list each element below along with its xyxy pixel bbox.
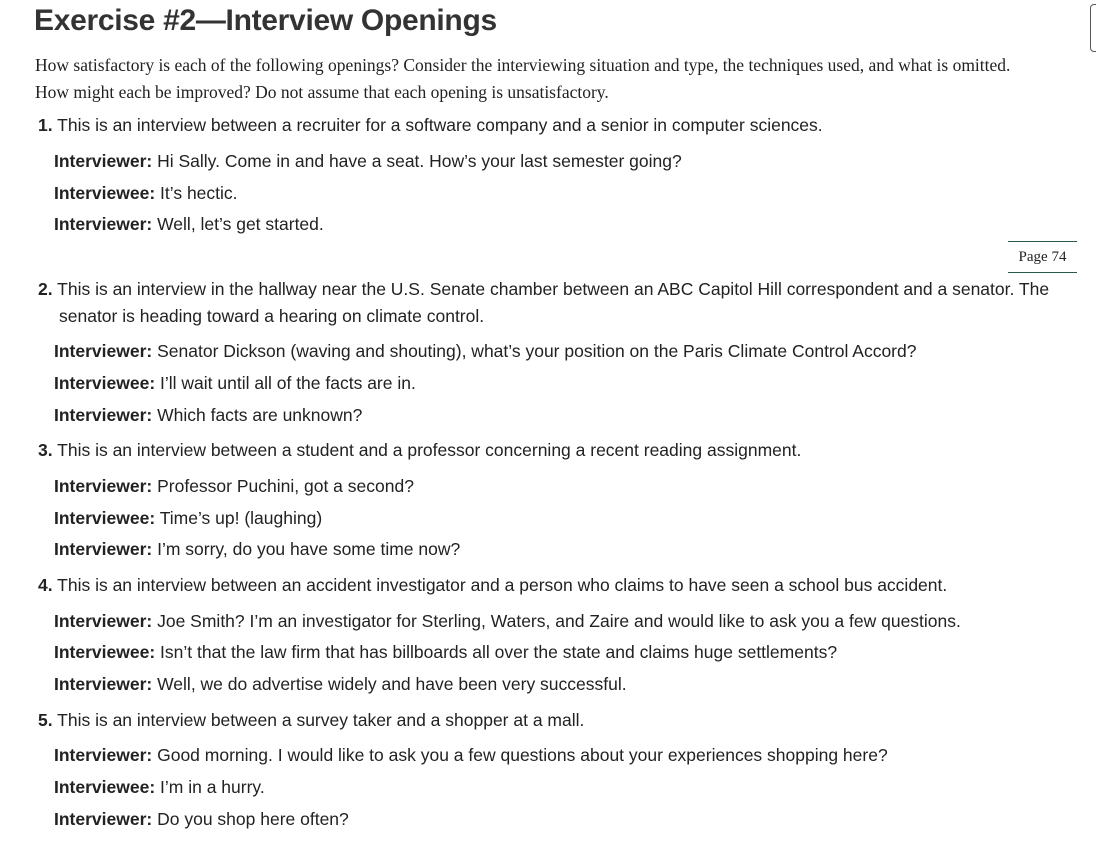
dialogue-line	[54, 371, 416, 395]
intro-paragraph: How satisfactory is each of the following openings? Consider the interviewing situation and type, the techniques used, and what is omitted. How might each be improved? Do not assume that each opening is unsatisfactory.	[35, 55, 1011, 102]
question-text: This is an interview between a survey taker and a shopper at a mall.	[57, 710, 585, 730]
dialogue-line	[54, 403, 362, 427]
side-panel-edge	[1090, 4, 1096, 52]
speaker-label: Interviewee:	[54, 642, 156, 662]
speaker-label: Interviewee:	[54, 777, 156, 797]
dialogue-line	[54, 609, 961, 633]
speaker-label: Interviewer:	[54, 476, 153, 496]
dialogue-line	[54, 775, 265, 799]
speaker-label: Interviewee:	[54, 508, 156, 528]
question-number: 4.	[38, 575, 53, 595]
dialogue-line	[54, 807, 349, 831]
dialogue-text: Senator Dickson (waving and shouting), what’s your position on the Paris Climate Control Accord?	[157, 341, 917, 361]
speaker-label: Interviewer:	[54, 611, 153, 631]
speaker-label: Interviewer:	[54, 405, 153, 425]
question-text: This is an interview in the hallway near the U.S. Senate chamber between an ABC Capitol Hill correspondent and a senator. The senator is heading toward a hearing on climate control.	[57, 279, 1050, 326]
question-text: This is an interview between a student and a professor concerning a recent reading assignment.	[57, 440, 802, 460]
dialogue-line	[54, 537, 460, 561]
dialogue-text: Well, let’s get started.	[157, 214, 324, 234]
question-5	[38, 707, 584, 734]
dialogue-line	[54, 339, 916, 363]
question-number: 3.	[38, 440, 53, 460]
dialogue-text: Which facts are unknown?	[157, 405, 363, 425]
speaker-label: Interviewer:	[54, 214, 153, 234]
question-number: 1.	[38, 115, 53, 135]
dialogue-line	[54, 743, 888, 767]
dialogue-line	[54, 640, 837, 664]
question-4	[38, 572, 947, 599]
speaker-label: Interviewer:	[54, 151, 153, 171]
dialogue-line	[54, 181, 238, 205]
question-number: 2.	[38, 279, 53, 299]
question-number: 5.	[38, 710, 53, 730]
question-3	[38, 437, 801, 464]
question-text: This is an interview between an accident investigator and a person who claims to have seen a school bus accident.	[57, 575, 948, 595]
dialogue-text: I’m sorry, do you have some time now?	[157, 539, 461, 559]
dialogue-text: I’ll wait until all of the facts are in.	[160, 373, 416, 393]
dialogue-text: Good morning. I would like to ask you a few questions about your experiences shopping here?	[157, 745, 888, 765]
dialogue-line	[54, 506, 322, 530]
speaker-label: Interviewee:	[54, 373, 156, 393]
dialogue-text: Isn’t that the law firm that has billboards all over the state and claims huge settlements?	[160, 642, 838, 662]
dialogue-text: Time’s up! (laughing)	[159, 508, 323, 528]
dialogue-text: Professor Puchini, got a second?	[157, 476, 414, 496]
dialogue-text: I’m in a hurry.	[160, 777, 265, 797]
dialogue-line	[54, 149, 682, 173]
dialogue-text: Joe Smith? I’m an investigator for Sterling, Waters, and Zaire and would like to ask you a few questions.	[157, 611, 961, 631]
dialogue-line	[54, 212, 324, 236]
question-text: This is an interview between a recruiter for a software company and a senior in computer sciences.	[57, 115, 823, 135]
speaker-label: Interviewer:	[54, 745, 153, 765]
page-number-marker: Page 74	[1008, 241, 1077, 273]
dialogue-line	[54, 672, 627, 696]
question-1	[38, 112, 823, 139]
speaker-label: Interviewer:	[54, 674, 153, 694]
dialogue-text: Do you shop here often?	[157, 809, 349, 829]
dialogue-text: Well, we do advertise widely and have been very successful.	[157, 674, 627, 694]
dialogue-text: Hi Sally. Come in and have a seat. How’s your last semester going?	[157, 151, 682, 171]
page-title: Exercise #2—Interview Openings	[34, 4, 497, 37]
speaker-label: Interviewer:	[54, 341, 153, 361]
question-2	[38, 276, 1096, 330]
dialogue-text: It’s hectic.	[160, 183, 238, 203]
dialogue-line	[54, 474, 414, 498]
speaker-label: Interviewer:	[54, 809, 153, 829]
speaker-label: Interviewee:	[54, 183, 156, 203]
speaker-label: Interviewer:	[54, 539, 153, 559]
